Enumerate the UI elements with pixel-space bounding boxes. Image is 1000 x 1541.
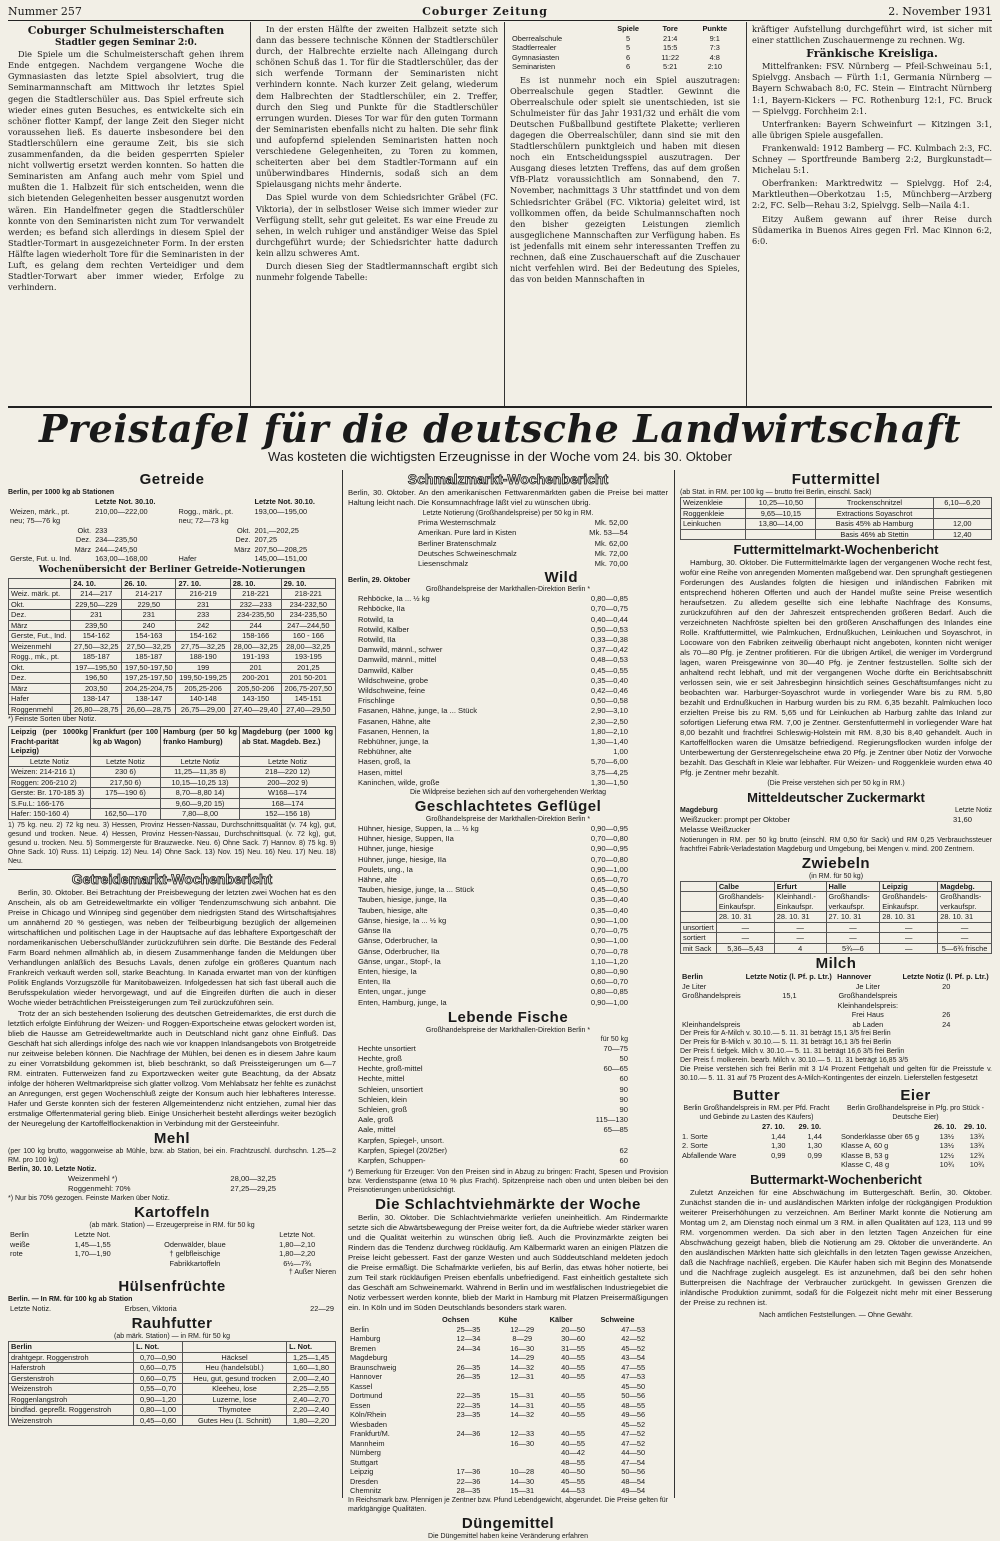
middle-column: Schmalzmarkt-Wochenbericht Berlin, 30. Oktober. An den amerikanischen Fettwarenmärkten gaben die Preise bei matter Haltung leicht nach. Die Konsumnachfrage läßt viel zu wünschen übrig. Letzte Notierung (Großhandelspreise) per 50 kg in RM. Prima Westernschmalz Mk. 52,00 Amerikan. Pure lard in Kisten Mk. 53—54 Berliner Bratenschmalz Mk. 62,00 Deutsches Schweineschmalz Mk. 72,00 Liesenschmalz Mk. 70,00 Berlin, 29. Oktober Wild Großhandelspreise der Markthallen-Direktion Berlin * Rehböcke, Ia ... ½ kg 0,80—0,85 Rehböcke, IIa 0,70—0,75 Rotwild, Ia 0,40—0,44 Rotwild, Kälber 0,50—0,53 Rotwild, IIa 0,33—0,38 Damwild, männl., schwer 0,37—0,42 Damwild, männl., mittel 0,48—0,53 Damwild, Kälber 0,45—0,55 Wildschweine, grobe 0,35—0,40 Wildschweine, feine 0,42—0,46 Frischlinge 0,50—0,58 Fasanen, Hähne, junge, Ia ... Stück 2,90—3,10 Fasanen, Hähne, alte 2,30—2,50 Fasanen, Hennen, Ia 1,80—2,10 Rebhühner, junge, Ia 1,30—1,40 Rebhühner, alte 1,00 Hasen, groß, Ia 5,70—6,00 Hasen, mittel 3,75—4,25 Kaninchen, wilde, große 1,30—1,50 Die Wildpreise beziehen sich auf den vorhergehenden Werktag Geschlachtetes Geflügel Großhandelspreise der Markthallen-Direktion Berlin * Hühner, hiesige, Suppen, Ia ... ½ kg 0,90—0,95 Hühner, hiesige, Suppen, IIa 0,70—0,80 Hühner, junge, hiesige 0,90—0,95 Hühner, junge, hiesige, IIa 0,70—0,80 Poulets, ung., Ia 0,90—1,00 Hähne, alte 0,65—0,70 Tauben, hiesige, junge, Ia ... Stück 0,45—0,50 Tauben, hiesige, junge, IIa 0,35—0,40 Tauben, hiesige, alte 0,35—0,40 Gänse, hiesige, Ia ... ½ kg 0,90—1,00 Gänse IIa 0,70—0,75 Gänse, Oderbrucher, Ia 0,90—1,00 Gänse, Oderbrucher, IIa 0,70—0,78 Gänse, ungar., Stopf-, Ia 1,10—1,20 Enten, hiesige, Ia 0,80—0,90 Enten, IIa 0,60—0,70 Enten, ungar., junge 0,80—0,85 Enten, Hamburg, junge, Ia 0,90—1,00 Lebende Fische Großhandelspreise der Markthallen-Direktion Berlin * für 50 kg Hechte unsortiert 70—75 Hechte, groß 50 Hechte, groß-mittel 60—65 Hechte, mittel 60 Schleien, unsortiert 90 Schleien, klein 90 Schleien, groß 90 Aale, groß 115—130 Aale, mittel 65—85 Karpfen, Spiegel-, unsort. Karpfen, Spiegel (20/25er) 62 Karpfen, Schuppen- 60 *) Bemerkung für Erzeuger: Von den Preisen sind in Abzug zu bringen: Fracht, Spesen und Provision bzw. Verdienstspanne (etwa 10 % plus Fracht). Spitzenpreise nach oben und unten bleiben bei den Preisnotierungen unberücksichtigt. Die Schlachtviehmärkte der Woche Berlin, 30. Oktober. Die Schlachtviehmärkte verliefen uneinheitlich. Am Rindermarkte setzte sich die Abwärtsbewegung der Preise weiter fort, da die Auftriebe wieder stärker waren und die Qualität weiterhin zu wünschen übrig ließ. Auch die Provinzmärkte zeigten bei Rindern das die Tendenz durchweg rückläufig. Am Kälbermarkt waren an einigen Plätzen die Preise leicht gebessert. Fast der ganze Westen und auch Süddeutschland meldeten jedoch die Preise ermäßigt. Die Schafmärkte verliefen, bis auf Berlin, das etwas höher notierte, bei zum Teil stark rückläufigen Preisen ebenfalls unbefriedigend. Fast einheitlich gestaltete sich das Geschäft am Schweinemarkt. Während in Berlin und im westfälischen Industriegebiet die Notiz verbessert werden konnte, blieb der Markt in Hamburg mit Platzen Preisermäßigungen ein. In Köln und im Süden Deutschlands besonders stark waren. Ochsen Kühe Kälber Schweine Berlin 25—35 12—29 20—50 47—53 Hamburg 12—34 8—29 30—60 42—52 Bremen 24—34 16—30 31—55 45—52 Magdeburg 14—29 40—55 43—54 Braunschweig 26—35 14—32 40—55 47—55 Hannover 26—35 12—31 40—55 47—53 Kassel 45—50 Dortmund 22—35 15—31 40—55 50—56 Essen 22—35 14—31 40—55 48—55 Köln/Rhein 23—35 14—32 40—55 49—56 Wiesbaden 45—52 Frankfurt/M. 24—36 12—33 40—55 47—52 Mannheim 16—30 40—55 47—52 Nürnberg 40—42 44—50 Stuttgart 48—55 47—54 Leipzig 17—36 10—28 40—50 50—56 Dresden 22—36 14—30 45—55 48—54 Chemnitz 28—35 15—31 44—53 49—54 In Reichsmark bzw. Pfennigen je Zentner bzw. Pfund Lebendgewicht, abgerundet. Die Preise gelten für marktgängige Qualitäten. Düngemittel Die Düngemittel haben keine Veränderung erfahren [348, 471, 668, 1540]
list-item: Rebhühner, junge, Ia 1,30—1,40 [358, 736, 628, 746]
table-row: Roggenlangstroh 0,90—1,20 Luzerne, lose 2,40—2,70 [9, 1394, 336, 1405]
section-title-duenge: Düngemittel [461, 1514, 555, 1532]
article-paragraph: Durch diesen Sieg der Stadtlermannschaft ergibt sich nunmehr folgende Tabelle: [256, 260, 498, 283]
list-item: Hechte, groß 50 [358, 1054, 628, 1064]
list-item: Hasen, mittel 3,75—4,25 [358, 767, 628, 777]
list-item: Karpfen, Spiegel (20/25er) 62 [358, 1145, 628, 1155]
table-row: Weizenstroh 0,55—0,70 Kleeheu, lose 2,25—2,55 [9, 1384, 336, 1395]
list-item: Tauben, hiesige, junge, IIa 0,35—0,40 [358, 895, 628, 905]
list-item: Gänse IIa 0,70—0,75 [358, 926, 628, 936]
section-title-mehl: Mehl [153, 1129, 191, 1147]
list-item: Berliner Bratenschmalz Mk. 62,00 [418, 538, 628, 548]
table-row: März 244—245,50 März 207,50—208,25 [74, 544, 308, 554]
left-column: Getreide Berlin, per 1000 kg ab Stationen Letzte Not. 30.10. Letzte Not. 30.10. Weizen, märk., pt. 210,00—222,00 Rogg., märk., pt. 193,00—195,00 neu; 75—76 kg neu; 72—73 kg Okt. 233 Okt. 201,—202,25 Dez. 234—235,50 Dez. 207,25 März 244—245,50 März 207,50—208,25 Gerste, Fut. u. Ind. 163,00—168,00 Hafer 145,00—151,00 Wochenübersicht der Berliner Getreide-Notierungen 24. 10. 26. 10. 27. 10. 28. 10. 29. 10. Weiz. märk. pt. 214—217 214-217 216-219 218-221 218-221 Okt. 229,50—229 229,50 231 232—233 234-232,50 Dez. 231 231 233 234-235,50 234-235,50 März 239,50 240 242 244 247—244,50 Gerste, Fut., Ind. 154-162 154-163 154-162 158-166 160 - 166 Weizenmehl 27,50—32,25 27,50—32,25 27,75—32,25 28,00—32,25 28,00—32,25 Rogg., mk., pt. 185-187 185-187 188-190 191-193 193-195 Okt. 197—195,50 197,50-197,50 199 201 201,25 Dez. 196,50 197,25-197,50 199,50-199,25 200-201 201 50-201 März 203,50 204,25-204,75 205,25-206 205,50-206 206,75-207,50 Hafer 138-147 138-147 140-148 143-150 145-151 Roggenmehl 26,80—28,75 26,60—28,75 26,75—29,00 27,40—29,40 27,40—29,50 *) Feinste Sorten über Notiz. Leipzig (per 1000kg Fracht-parität Leipzig) Frankfurt (per 100 kg ab Wagon) Hamburg (per 50 kg franko Hamburg) Magdeburg (per 1000 kg ab Stat. Magdeb. Bez.) Letzte Notiz Letzte Notiz Letzte Notiz Letzte Notiz Weizen: 214-216 1) 230 6) 11,25—11,35 8) 218—220 12) Roggen: 206-210 2) 217,50 6) 10,15—10,25 13) 200—202 9) Gerste: Br. 170-185 3) 175—190 6) 8,70—8,80 14) W168—174 S.Fu.L: 166-176 9,60—9,20 15) 168—174 Hafer: 150-160 4) 162,50—170 7,80—8,00 152—156 18) 1) 75 kg. neu. 2) 72 kg neu. 3) Hessen, Provinz Hessen-Nassau, Durchschnittsqualität (v. 74 kg), gut, gesund und trocken. Neue. 4) Hessen, Provinz Hessen-Nassau, Durchschnittsqual. (v. 72 kg), gut, gesund u. trocken. Neu. 5) Sommergerste für Brauzwecke. Neu. 6) Ohne Sack. 7) Hannov. 8) 75 kg. 9) Ohne Sack. 10) Russ. 11) Leipzig. 12) Neu. 14) Ohne Sack. 13) Nov. 15) Neu. 16) Neu. 17) Neu. 18) Neu. Getreidemarkt-Wochenbericht Berlin, 30. Oktober. Bei Betrachtung der Preisbewegung der letzten zwei Wochen hat es den Anschein, als ob am Getreideweltmarkte ein völliger Tendenzumschwung sich anbahnt. Die Preise in Chicago und Winnipeg sind gegenüber dem niedrigsten Stand des Wirtschaftsjahres um annähernd 20 % gestiegen, was neben der Teilbeurbigung bezüglich der allgemeinen wirtschaftlichen und politischen Lage in der Hauptsache auf das lebhaftere Exportgeschäft der nordamerikanischen Ueberschußländer zurückzuführen sein dürfte. Die Bestände des Federal Farm Board nehmen allmählich ab, in diesem Zusammenhange fanden die Meldungen über Verhandlungen anläßlich des Besuchs Lavals, denen zufolge ein größeres Quantum nach Frankreich verkauft werden soll, starke Beachtung. In Kanada erwartet man von der künftigen Politik Englands Vorzugszölle für Manitobaweizen. Infolgedessen hat sich fast überall auch die Berufsspekulation wieder hervorgewagt, und auf die Eingreifen dürften die auch in dieser Woche wieder beträchtlichen Preissteigerungen zum Teil zurückzuführen sein. Trotz der an sich bestehenden Isolierung des deutschen Getreidemarktes, die erst durch die letztlich erfolgte Einführung der Weizen- und Roggen-Exportscheine etwas gelockert worden ist, blieb die Hausse am Getreideweltmarkte auch in Deutschland nicht ganz ohne Einfluß. Das Geschäft hat sich allerdings infolge des nach wie vor knappen Inlandsangebots von Brotgetreide nur zeitweise beleben können. Die Nachfrage der Mühlen, bei denen es in diesem Jahre kaum zu einer Vorratsbildung gekommen ist, blieb beschränkt, so daß Preissteigerungen um 6—7 RM. eintraten. Futterweizen fand zu Exportzwecken weiter gute Beachtung, da der Absatz infolge der höheren Weltmarktpreise sich glatter vollzog. Vom Mehlabsatz her fehlte es zunächst an Anregungen, erst gegen Wochenschluß zeigte der Konsum auch hier lebhafteres Interesse. Hafer und Gerste konnten sich der festeren Allgemeintendenz nicht entziehen, zumal hier das erstmalige Offertenmaterial gering blieb. Einige Unsicherheit besteht allerdings weiter bezüglich der Neuregelung der Kartoffelflockenaktion in Verbindung mit der Gersteeinfuhr. Mehl (per 100 kg brutto, waggonweise ab Mühle, bzw. ab Station, bei ein. Frachtzuschl. durchschn. 1.25—2 RM. pro 100 kg) Berlin, 30. 10. Letzte Notiz. Weizenmehl *) 28,00—32,25 Roggenmehl: 70% 27,25—29,25 *) Nur bis 70% gezogen. Feinste Marken über Notiz. Kartoffeln (ab märk. Station) — Erzeugerpreise in RM. für 50 kg Berlin Letzte Not. Letzte Not. weiße 1,45—1,55 Odenwälder, blaue 1,80—2,10 rote 1,70—1,90 † gelbfleischige 1,80—2,20 Fabrikkartoffeln 6½—7¾ † Außer Nieren Hülsenfrüchte Berlin. — In RM. für 100 kg ab Station Letzte Notiz. Erbsen, Viktoria 22—29 Rauhfutter (ab märk. Station) — in RM. für 50 kg Berlin L. Not. L. Not. drahtgepr. Roggenstroh 0,70—0,90 Häcksel 1,25—1,45 Haferstroh 0,60—0,75 Heu (handelsübl.) 1,60—1,80 Gerstenstroh 0,60—0,75 Heu, gut, gesund trocken 2,00—2,40 Weizenstroh 0,55—0,70 Kleeheu, lose 2,25—2,55 Roggenlangstroh 0,90—1,20 Luzerne, lose 2,40—2,70 bindfad. gepreßt. Roggenstroh 0,80—1,00 Thymotee 2,20—2,40 Weizenstroh 0,45—0,60 Gutes Heu (1. Schnitt) 1,80—2,20 [8, 471, 336, 1425]
list-item: Der Preis für A-Milch v. 30.10.— 5. 11. 31 beträgt 15,1 3/5 frei Berlin [680, 1030, 891, 1038]
table-row: Haferstroh 0,60—0,75 Heu (handelsübl.) 1,60—1,80 [9, 1363, 336, 1374]
table-row: Gerste: Br. 170-185 3) 175—190 6) 8,70—8,80 14) W168—174 [9, 788, 336, 799]
table-row: Weizenkleie 10,25—10,50 Trockenschnitzel 6,10—6,20 [681, 498, 992, 509]
section-title-eier: Eier [900, 1087, 931, 1105]
article-paragraph: Die Spiele um die Schulmeisterschaft gehen ihrem Ende entgegen. Nachdem vergangene Woche die Gymnasiasten das letzte Spiel absolviert, trug die Seminarmannschaft am Mittwoch ihr letztes Spiel gegen die Stadtlerschüler aus. Das Spiel erfreute sich wieder eines guten Besuches, es entwickelte sich ein schöner flotter Kampf, der lange Zeit den Sieger nicht voraussehen ließ. Es dauerte insbesondere bei den Stadtlerschülern eine geraume Zeit, bis sie sich zusammenfanden, da die beiden gesperrten Spieler nicht vollwertig ersetzt werden konnten. So hatten die Seminaristen am Anfang auch mehr vom Spiel und mußten die 1. Halbzeit für sich entscheiden, wenn die sich bietenden Gelegenheiten besser ausgenutzt worden wären. Ein Handelfmeter gegen die Stadtlerschüler konnte von den Seminaristen nicht zum Tor verwandelt werden; es befand sich allerdings in diesem Spiel der Stadtler-Tormart in ausgezeichneter Form. In der ersten Hälfte lagen wiederholt Tore für die Seminaristen in der Luft, es gelang dem rechten Verteidiger und dem Stadtler-Torwart aber immer wieder, Erfolge zu verhindern. [8, 49, 244, 293]
list-item: Wildschweine, grobe 0,35—0,40 [358, 675, 628, 685]
table-row: Kleinhandelspreis ab Laden 24 [682, 1019, 951, 1029]
list-item: Fasanen, Hähne, alte 2,30—2,50 [358, 716, 628, 726]
price-banner [8, 408, 992, 464]
table-row: Okt. 233 Okt. 201,—202,25 [77, 525, 299, 535]
list-item: Gänse, hiesige, Ia ... ½ kg 0,90—1,00 [358, 915, 628, 925]
table-row: Bremen 24—34 16—30 31—55 45—52 [350, 1343, 646, 1353]
list-item: Rotwild, IIa 0,33—0,38 [358, 634, 628, 644]
table-row: Großhandelspreis 15,1 Großhandelspreis [682, 991, 898, 1001]
list-item: Enten, ungar., junge 0,80—0,85 [358, 987, 628, 997]
list-item: Poulets, ung., Ia 0,90—1,00 [358, 864, 628, 874]
list-item: Amerikan. Pure lard in Kisten Mk. 53—54 [418, 528, 628, 538]
table-row: Letzte Notiz. Erbsen, Viktoria 22—29 [10, 1304, 334, 1314]
table-row: Okt. 229,50—229 229,50 231 232—233 234-232,50 [9, 599, 336, 610]
table-row: Nürnberg 40—42 44—50 [350, 1448, 646, 1458]
section-title-futtermittel: Futtermittel [791, 471, 881, 488]
list-item: Rehböcke, Ia ... ½ kg 0,80—0,85 [358, 594, 628, 604]
section-title-butter: Butter [732, 1087, 781, 1105]
list-item: Aale, mittel 65—85 [358, 1125, 628, 1135]
list-item: Aale, groß 115—130 [358, 1115, 628, 1125]
table-row: Weiz. märk. pt. 214—217 214-217 216-219 218-221 218-221 [9, 589, 336, 600]
table-row: drahtgepr. Roggenstroh 0,70—0,90 Häcksel 1,25—1,45 [9, 1352, 336, 1363]
milch-table: Berlin Letzte Notiz (l. Pf. p. Ltr.) Hannover Letzte Notiz (l. Pf. p. Ltr.) Je Liter Je Liter 20 Großhandelspreis 15,1 Großhandelspreis Kleinhandelspreis: Frei Haus 26 Kleinhandelspreis ab Laden 24 [680, 972, 992, 1029]
table-row: Gymnasiasten 6 11:22 4:8 [512, 52, 720, 62]
section-title-huelsen: Hülsenfrüchte [118, 1278, 226, 1296]
article-paragraph: Mittelfranken: FSV. Nürnberg — Pfeil-Schweinau 5:1, Spielvgg. Ansbach — Fürth 1:1, Germania Nürnberg — Bayern Schwabach 8:0, FC. Stein — Eintracht Nürnberg 1:1, Bayern-Kickers — FC. Rothenburg 12:1, FC. Bruck — Spielvgg. Forchheim 2:1. [752, 61, 992, 116]
list-item: Enten, hiesige, Ia 0,80—0,90 [358, 966, 628, 976]
issue-date: 2. November 1931 [888, 4, 992, 18]
list-item: Gänse, Oderbrucher, Ia 0,90—1,00 [358, 936, 628, 946]
table-row: Frei Haus 26 [851, 1010, 951, 1020]
table-row: Kleinhandelspreis: [837, 1000, 899, 1010]
table-row: Je Liter Je Liter 20 [682, 981, 951, 991]
list-item: Der Preis für B-Milch v. 30.10.— 5. 11. 31 beträgt 16,1 3/5 frei Berlin [680, 1039, 892, 1047]
table-row: unsortiert — — — — — [681, 922, 992, 933]
page-number: Nummer 257 [8, 4, 82, 18]
table-row: Magdeburg 14—29 40—55 43—54 [350, 1353, 646, 1363]
kartoffeln-table [8, 1230, 336, 1268]
list-item: Rehböcke, IIa 0,70—0,75 [358, 604, 628, 614]
table-row: Gerste, Fut., Ind. 154-162 154-163 154-162 158-166 160 - 166 [9, 631, 336, 642]
table-row: mit Sack 5,36—5,43 4 5¾—6 — 5—6¾ frische [681, 943, 992, 954]
table-row: Frankfurt/M. 24—36 12—33 40—55 47—52 [350, 1429, 646, 1439]
table-row: Weizenstroh 0,45—0,60 Gutes Heu (1. Schnitt) 1,80—2,20 [9, 1415, 336, 1426]
list-item: Tauben, hiesige, alte 0,35—0,40 [358, 905, 628, 915]
top-col-4 [752, 24, 992, 404]
section-title-rauhfutter: Rauhfutter [131, 1314, 213, 1332]
list-item: Hühner, hiesige, Suppen, IIa 0,70—0,80 [358, 834, 628, 844]
table-row: März 239,50 240 242 244 247—244,50 [9, 620, 336, 631]
table-row: Oberrealschule 5 21:4 9:1 [512, 33, 720, 43]
article-paragraph: Frankenwald: 1912 Bamberg — FC. Kulmbach 2:3, FC. Schney — Sportfreunde Bamberg 2:2, Burgkunstadt—Michelau 5:1. [752, 142, 992, 176]
table-row: rote 1,70—1,90 † gelbfleischige 1,80—2,20 [10, 1249, 316, 1259]
list-item: Roggenmehl: 70% 27,25—29,25 [68, 1184, 276, 1194]
table-row: Chemnitz 28—35 15—31 44—53 49—54 [350, 1486, 646, 1496]
list-item: Hechte, mittel 60 [358, 1074, 628, 1084]
list-item: Gänse, ungar., Stopf-, Ia 1,10—1,20 [358, 956, 628, 966]
section-title-buttermarkt: Buttermarkt-Wochenbericht [750, 1171, 922, 1187]
table-row: Leinkuchen 13,80—14,00 Basis 45% ab Hamburg 12,00 [681, 519, 992, 530]
list-item: Rebhühner, alte 1,00 [358, 747, 628, 757]
list-item: Hühner, hiesige, Suppen, Ia ... ½ kg 0,90—0,95 [358, 824, 628, 834]
table-row: Roggenmehl 26,80—28,75 26,60—28,75 26,75—29,00 27,40—29,40 27,40—29,50 [9, 704, 336, 715]
article-paragraph: Eitzy Außem gewann auf ihrer Reise durch Südamerika in Buenos Aires gegen Frl. Mac Kinnon 6:2, 6:0. [752, 213, 992, 246]
newspaper-title: Coburger Zeitung [422, 4, 548, 18]
list-item: Hechte unsortiert 70—75 [358, 1043, 628, 1053]
list-item: Enten, Hamburg, junge, Ia 0,90—1,00 [358, 997, 628, 1007]
weekly-table: 24. 10. 26. 10. 27. 10. 28. 10. 29. 10. Weiz. märk. pt. 214—217 214-217 216-219 218-221 218-221 Okt. 229,50—229 229,50 231 232—233 234-232,50 Dez. 231 231 233 234-235,50 234-235,50 März 239,50 240 242 244 247—244,50 Gerste, Fut., Ind. 154-162 154-163 154-162 158-166 160 - 166 Weizenmehl 27,50—32,25 27,50—32,25 27,75—32,25 28,00—32,25 28,00—32,25 Rogg., mk., pt. 185-187 185-187 188-190 191-193 193-195 Okt. 197—195,50 197,50-197,50 199 201 201,25 Dez. 196,50 197,25-197,50 199,50-199,25 200-201 201 50-201 März 203,50 204,25-204,75 205,25-206 205,50-206 206,75-207,50 Hafer 138-147 138-147 140-148 143-150 145-151 Roggenmehl 26,80—28,75 26,60—28,75 26,75—29,00 27,40—29,40 27,40—29,50 [8, 578, 336, 716]
page-header [8, 2, 992, 21]
section-title-getreide: Getreide [139, 471, 205, 488]
section-title-schmalz: Schmalzmarkt-Wochenbericht [407, 471, 609, 487]
article-paragraph: Oberfranken: Marktredwitz — Spielvgg. Hof 2:4, Marktleuthen—Oberkotzau 1:5, Münchberg—Arzberg 2:2, FC. Selb—Rehau 3:2, Spielvgg. Selb—Naila 4:1. [752, 178, 992, 211]
article-paragraph: In der ersten Hälfte der zweiten Halbzeit setzte sich dann das bessere technische Können der Stadtlerschüler durch, der Halbrechte erzielte nach Alleingang durch schönen Schuß das 1. Tor für die Stadtlerschüler, das der sich werfende Tormann der Seminaristen nicht verhindern konnte. Nach kurzer Zeit gelang, wiederum dem Halbrechten der Stadtlerschüler, ein 2. Treffer, durch den Sieg und Punkte für die Stadtlerschüler errungen wurden. Dieses Tor war für den guten Tormann der Seminaristen ebenfalls nicht zu halten. Die sehr flink und aufopfernd spielenden Seminaristen hatten noch verschiedene Gelegenheiten, zu Toren zu kommen, scheiterten aber bei dem Stadtler-Tormann auf ein unüberwindbares Hindernis, sodaß sich an dem Spielausgang nichts mehr änderte. [256, 24, 498, 190]
table-row: Dortmund 22—35 15—31 40—55 50—56 [350, 1391, 646, 1401]
banner-title: Preistafel für die deutsche Landwirtschaft [38, 406, 962, 451]
table-row: Abfallende Ware 0,99 0,99 [682, 1150, 822, 1160]
section-title: Fränkische Kreisliga. [806, 47, 938, 61]
table-row: Sonderklasse über 65 g 13½ 13¾ [841, 1131, 985, 1141]
table-row: Fabrikkartoffeln 6½—7¾ [169, 1258, 312, 1268]
list-item: Schleien, klein 90 [358, 1094, 628, 1104]
list-item: Enten, IIa 0,60—0,70 [358, 977, 628, 987]
list-item: Fasanen, Hennen, Ia 1,80—2,10 [358, 726, 628, 736]
right-column: Futtermittel (ab Stat. in RM. per 100 kg — brutto frei Berlin, einschl. Sack) Weizenkleie 10,25—10,50 Trockenschnitzel 6,10—6,20 Roggenkleie 9,65—10,15 Extractions Soyaschrot Leinkuchen 13,80—14,00 Basis 45% ab Hamburg 12,00 Basis 46% ab Stettin 12,40 Futtermittelmarkt-Wochenbericht Hamburg, 30. Oktober. Die Futtermittelmärkte lagen der vergangenen Woche recht fest, wofür eine Reihe von anregenden Momenten maßgebend war. Den sprunghaft gestiegenen Forderungen des Auslandes folgten die hiesigen und inländischen Fabriken mit entsprechend höheren Offerten und auch der Handel mußte seine Preise wesentlich heraufsetzen. Zu alledem gesellte sich eine lebhafte Nachfrage des Konsums, zurückzuführen auf den der Jahreszeit entsprechenden größeren Bedarf. Auch die verzeichneten Nachfröste spielten bei den größeren Anschaffungen des Inlandes eine Rolle. Kraftfuttermittel, wie Palmkuchen, Erdnußkuchen, Leinkuchen und Soyaschrot, in Locoware von den Fabriken zeitweilig überhaupt nicht angeboten, konnten nicht weniger als 70—80 Pfg. je Zentner profitieren. Für die übrigen Artikel, die weniger im Vordergrund lagen, waren Preisgewinne von 30—40 Pfg. je Zentner festzustellen. Sollte sich der anhaltend recht lebhaft, und mit der vergangenen Woche dürfte ein Berichtsabschnitt verlossen sein, wie er seit Jahresbeginn hinsichtlich seines Geschäftsumfanges nicht zu beobachten war. Harburger-Soyaschrot wurde in vorliegender Ware bis zu RM. 5,80 bezahlt und Erdnußkuchen in Harburg wurden bis zu RM. 6,35 bezahlt. Palmkuchen loco erzielten Preise bis zu RM. 5,65 und für Leinkuchen ab Harburg zahlte das Inland zur sofortigen Lieferung etwa RM. 7,00 je Zentner. Gerstenfuttermehl in vorliegender Ware hat 8,00 bezahlt und frachtfrei Schleswig-Holstein mit RM. 8,30 bis 8,40 gehandelt. Auch in Kartoffelflocken waren die Umsätze befriedigend. Regierungsflocken wurden infolge der Unterbewertung der Gerstenregelscheine etwa 20 Pfg. je Zentner über Notiz der Vorwoche bezahlt. Das Geschäft in Kleie war lebhafter. Für Weizen- und Roggenkleie wurden etwa 40 Pfg. je Zentner mehr bezahlt. (Die Preise verstehen sich per 50 kg in RM.) Mitteldeutscher Zuckermarkt Magdeburg Letzte Notiz Weißzucker: prompt per Oktober 31,60 Melasse Weißzucker Notierungen in RM. per 50 kg brutto (einschl. RM 0,50 für Sack) und RM 0,25 Verbrauchssteuer frachtfrei Fabrik-Verladestation Magdeburg und Umgebung, bei Mengen v. mind. 200 Zentnern. Zwiebeln (in RM. für 50 kg) Calbe Erfurt Halle Leipzig Magdebg. Großhandels-Einkaufspr. Kleinhandl.-Einkaufspr. Großhandls-verkaufspr. Großhandels-Einkaufspr. Großhandls-verkaufspr. 28. 10. 31 28. 10. 31 27. 10. 31 28. 10. 31 28. 10. 31 unsortiert — — — — — sortiert — — — — — mit Sack 5,36—5,43 4 5¾—6 — 5—6¾ frische Milch Berlin Letzte Notiz (l. Pf. p. Ltr.) Hannover Letzte Notiz (l. Pf. p. Ltr.) Je Liter Je Liter 20 Großhandelspreis 15,1 Großhandelspreis Kleinhandelspreis: Frei Haus 26 Kleinhandelspreis ab Laden 24 Der Preis für A-Milch v. 30.10.— 5. 11. 31 beträgt 15,1 3/5 frei Berlin Der Preis für B-Milch v. 30.10.— 5. 11. 31 beträgt 16,1 3/5 frei Berlin Der Preis f. tiefgek. Milch v. 30.10.— 5. 11. 31 beträgt 16,6 3/5 frei Berlin Der Preis f. molkerein. bearb. Milch v. 30.10.— 5. 11. 31 beträgt 16,85 3/5 Die Preise verstehen sich frei Berlin mit 3 1/4 Prozent Fettgehalt und gelten für die Preisstufe v. 30.10.— 5. 11. 31 auf 75 Prozent des A-Milch-Kontingentes der einzeln. Lieferstellen festgesetzt Butter Berlin Großhandelspreis in RM. per Pfd. Fracht und Gebinde zu Lasten des Käufers) 27. 10. 29. 10. 1. Sorte 1,44 1,44 2. Sorte 1,30 1,30 Abfallende Ware 0,99 0,99 Eier Berlin Großhandelspreise in Pfg. pro Stück - Deutsche Eier) 26. 10. 29. 10. Sonderklasse über 65 g 13½ 13¾ Klasse A, 60 g 13½ 13¾ Klasse B, 53 g 12½ 12¾ Klasse C, 48 g 10¾ 10¾ Buttermarkt-Wochenbericht Zuletzt Anzeichen für eine Abschwächung im Buttergeschäft. Berlin, 30. Oktober. Zunächst standen die in- und ausländischen Märkten infolge der rückgängigen Produktion weiterer Preiserhöhungen zu verzeichnen. Am Berliner Markt konnte die Notierung am Montag um 2, am Dienstag noch einmal um 3 RM. in allen Qualitäten auf 123, 113 und 99 RM. vorgenommen werden. Da sich aber in den letzten Tagen Anzeichen für eine Abschwächung gezeigt haben, blieb die Notierung am 29. Oktober die unveränderte. An den ausländischen Märkten hatte sich gleichfalls in den letzten Tagen gewisse Anzeichen, daß die Nachfrage nachließ, ergeben. Die Käufer haben sich mit Beginn des Monatsende und die Nachfrage zugleich ausgelegt. Es ist anzunehmen, daß bei den sehr hohen Butterpreisen die Nachfrage der Verbraucher zurückgeht. In gewissen Grenzen die inländische Produktion zunimmt, sodaß für die Folgezeit nicht mehr mit einer Besserung der Preise zu rechnen ist. Nach amtlichen Feststellungen. — Ohne Gewähr. [680, 471, 992, 1320]
list-item: Damwild, männl., schwer 0,37—0,42 [358, 645, 628, 655]
table-row: Klasse C, 48 g 10¾ 10¾ [841, 1160, 985, 1170]
table-row: weiße 1,45—1,55 Odenwälder, blaue 1,80—2,10 [10, 1239, 316, 1249]
section-title-gefluegel: Geschlachtetes Geflügel [414, 797, 602, 815]
table-row: Roggenkleie 9,65—10,15 Extractions Soyaschrot [681, 508, 992, 519]
table-row: Stadtlerrealer 5 15:5 7:3 [512, 43, 720, 52]
table-row: 1. Sorte 1,44 1,44 [682, 1131, 822, 1141]
table-row: Berlin 25—35 12—29 20—50 47—53 [350, 1324, 646, 1334]
section-title-schlachtvieh: Die Schlachtviehmärkte der Woche [375, 1196, 641, 1214]
table-row: Stuttgart 48—55 47—54 [350, 1457, 646, 1467]
table-row: Leipzig 17—36 10—28 40—50 50—56 [350, 1467, 646, 1477]
section-title-wild: Wild [544, 569, 578, 587]
table-row: Rogg., mk., pt. 185-187 185-187 188-190 191-193 193-195 [9, 652, 336, 663]
zwiebeln-table: Calbe Erfurt Halle Leipzig Magdebg. Großhandels-Einkaufspr. Kleinhandl.-Einkaufspr. Großhandls-verkaufspr. Großhandels-Einkaufspr. Großhandls-verkaufspr. 28. 10. 31 28. 10. 31 27. 10. 31 28. 10. 31 28. 10. 31 unsortiert — — — — — sortiert — — — — — mit Sack 5,36—5,43 4 5¾—6 — 5—6¾ frische [680, 881, 992, 955]
list-item: Rotwild, Kälber 0,50—0,53 [358, 624, 628, 634]
article-subtitle: Stadtler gegen Seminar 2:0. [54, 38, 198, 49]
section-title-fische: Lebende Fische [447, 1008, 569, 1026]
list-item: Frischlinge 0,50—0,58 [358, 696, 628, 706]
list-item: Melasse Weißzucker [680, 825, 751, 835]
article-paragraph: Es ist nunmehr noch ein Spiel auszutragen: Oberrealschule gegen Stadtler. Gewinnt die Oberrealschule oder spielt sie unentschieden, ist sie Schulmeister für das Jahr 1931/32 und erhält die vom Deutschen Fußballbund gestiftete Plakette; verlieren dagegen die Oberrealschüler, dann sind sie mit den Stadtlerschülern punktgleich und haben mit diesen noch ein Entscheidungsspiel auszutragen. Der Ausgang dieses letzten Treffens, das auf dem großen VfB-Platz voraussichtlich am Sonnabend, den 7. November, nachmittags 3 Uhr stattfindet und von dem Schiedsrichter Gräbel (FC. Viktoria) geleitet wird, ist vollkommen offen, da beide Schulmannschaften noch den bisher gezeigten Leistungen ziemlich ausgeglichene Mannschaften zur Verfügung haben. Es ist jedenfalls mit einem sehr interessanten Treffen zu rechnen, daß eine Zuschauerschaft auf die Zuschauer nicht verfehlen wird. Bei der Bedeutung des Spieles, das von beiden Mannschaften in [510, 74, 740, 285]
list-item: Deutsches Schweineschmalz Mk. 72,00 [418, 548, 628, 558]
list-item: Tauben, hiesige, junge, Ia ... Stück 0,45—0,50 [358, 885, 628, 895]
list-item: Gänse, Oderbrucher, IIa 0,70—0,78 [358, 946, 628, 956]
list-item: Weizenmehl *) 28,00—32,25 [68, 1173, 276, 1183]
list-item: Kaninchen, wilde, große 1,30—1,50 [358, 777, 628, 787]
section-title-zucker: Mitteldeutscher Zuckermarkt [747, 790, 925, 806]
list-item: Liesenschmalz Mk. 70,00 [418, 558, 628, 568]
schlachtvieh-table: Ochsen Kühe Kälber Schweine Berlin 25—35 12—29 20—50 47—53 Hamburg 12—34 8—29 30—60 42—52 Bremen 24—34 16—30 31—55 45—52 Magdeburg 14—29 40—55 43—54 Braunschweig 26—35 14—32 40—55 47—55 Hannover 26—35 12—31 40—55 47—53 Kassel 45—50 Dortmund 22—35 15—31 40—55 50—56 Essen 22—35 14—31 40—55 48—55 Köln/Rhein 23—35 14—32 40—55 49—56 Wiesbaden 45—52 Frankfurt/M. 24—36 12—33 40—55 47—52 Mannheim 16—30 40—55 47—52 Nürnberg 40—42 44—50 Stuttgart 48—55 47—54 Leipzig 17—36 10—28 40—50 50—56 Dresden 22—36 14—30 45—55 48—54 Chemnitz 28—35 15—31 44—53 49—54 [348, 1315, 668, 1496]
list-item: Hasen, groß, Ia 5,70—6,00 [358, 757, 628, 767]
table-row: Dez. 196,50 197,25-197,50 199,50-199,25 200-201 201 50-201 [9, 673, 336, 684]
list-item: Schleien, unsortiert 90 [358, 1084, 628, 1094]
banner-subtitle: Was kosteten die wichtigsten Erzeugnisse in der Woche vom 24. bis 30. Oktober [268, 449, 732, 464]
list-item: Fasanen, Hähne, junge, Ia ... Stück 2,90—3,10 [358, 706, 628, 716]
article-paragraph: Unterfranken: Bayern Schweinfurt — Kitzingen 3:1, alle übrigen Spiele ausgefallen. [752, 118, 992, 140]
table-row: Berlin Letzte Not. Letzte Not. [10, 1230, 316, 1240]
list-item: Damwild, Kälber 0,45—0,55 [358, 665, 628, 675]
table-row: 2. Sorte 1,30 1,30 [682, 1141, 822, 1151]
table-row: Weizenmehl 27,50—32,25 27,50—32,25 27,75—32,25 28,00—32,25 28,00—32,25 [9, 641, 336, 652]
top-col-1 [8, 24, 244, 404]
list-item: Hechte, groß-mittel 60—65 [358, 1064, 628, 1074]
list-item: Schleien, groß 90 [358, 1105, 628, 1115]
section-title-kartoffeln: Kartoffeln [134, 1204, 210, 1222]
table-row: Essen 22—35 14—31 40—55 48—55 [350, 1400, 646, 1410]
table-row: Gerste, Fut. u. Ind. 163,00—168,00 Hafer 145,00—151,00 [10, 554, 308, 564]
top-col-2 [256, 24, 498, 404]
table-row: Dresden 22—36 14—30 45—55 48—54 [350, 1476, 646, 1486]
article-title: Coburger Schulmeisterschaften [27, 24, 225, 37]
table-row: Braunschweig 26—35 14—32 40—55 47—55 [350, 1362, 646, 1372]
list-item: Karpfen, Schuppen- 60 [358, 1156, 628, 1166]
table-row: Klasse A, 60 g 13½ 13¾ [841, 1141, 985, 1151]
weekly-title: Wochenübersicht der Berliner Getreide-Notierungen [38, 564, 306, 575]
table-row: Hannover 26—35 12—31 40—55 47—53 [350, 1372, 646, 1382]
standings-table: Spiele Tore Punkte Oberrealschule 5 21:4 9:1 Stadtlerrealer 5 15:5 7:3 Gymnasiasten 6 11:22 4:8 Seminaristen 6 5:21 2:10 [510, 24, 740, 72]
table-row: Weizen, märk., pt. 210,00—222,00 Rogg., märk., pt. 193,00—195,00 [10, 506, 308, 516]
table-row: Hamburg 12—34 8—29 30—60 42—52 [350, 1334, 646, 1344]
section-title-milch: Milch [815, 955, 857, 973]
top-col-3 [510, 24, 740, 404]
rauhfutter-table: Berlin L. Not. L. Not. drahtgepr. Roggenstroh 0,70—0,90 Häcksel 1,25—1,45 Haferstroh 0,60—0,75 Heu (handelsübl.) 1,60—1,80 Gerstenstroh 0,60—0,75 Heu, gut, gesund trocken 2,00—2,40 Weizenstroh 0,55—0,70 Kleeheu, lose 2,25—2,55 Roggenlangstroh 0,90—1,20 Luzerne, lose 2,40—2,70 bindfad. gepreßt. Roggenstroh 0,80—1,00 Thymotee 2,20—2,40 Weizenstroh 0,45—0,60 Gutes Heu (1. Schnitt) 1,80—2,20 [8, 1341, 336, 1426]
huelsen-table [8, 1304, 336, 1314]
list-item: Rotwild, Ia 0,40—0,44 [358, 614, 628, 624]
table-row: März 203,50 204,25-204,75 205,25-206 205,50-206 206,75-207,50 [9, 683, 336, 694]
table-row: Kassel 45—50 [350, 1381, 646, 1391]
table-row: S.Fu.L: 166-176 9,60—9,20 15) 168—174 [9, 798, 336, 809]
table-row: Okt. 197—195,50 197,50-197,50 199 201 201,25 [9, 662, 336, 673]
table-row: Weizen: 214-216 1) 230 6) 11,25—11,35 8) 218—220 12) [9, 767, 336, 778]
list-item: Weißzucker: prompt per Oktober 31,60 [680, 815, 972, 825]
table-row: Hafer: 150-160 4) 162,50—170 7,80—8,00 152—156 18) [9, 809, 336, 820]
table-row: Dez. 231 231 233 234-235,50 234-235,50 [9, 610, 336, 621]
list-item: Damwild, männl., mittel 0,48—0,53 [358, 655, 628, 665]
table-row: Wiesbaden 45—52 [350, 1419, 646, 1429]
list-item: Der Preis f. molkerein. bearb. Milch v. 30.10.— 5. 11. 31 beträgt 16,85 3/5 [680, 1057, 909, 1065]
table-row: Klasse B, 53 g 12½ 12¾ [841, 1150, 985, 1160]
list-item: Karpfen, Spiegel-, unsort. [358, 1135, 445, 1145]
list-item: Der Preis f. tiefgek. Milch v. 30.10.— 5. 11. 31 beträgt 16,6 3/5 frei Berlin [680, 1048, 905, 1056]
article-paragraph: Das Spiel wurde von dem Schiedsrichter Gräbel (FC. Viktoria), der in selbstloser Weise sich immer wieder zur Verfügung stellt, sehr gut geleitet. Es war eine Freude zu sehen, in welch ruhiger und anständiger Weise das Spiel durchgeführt wurde; der Schiedsrichter hatte dadurch kein allzu schweres Amt. [256, 192, 498, 258]
markets-table: Leipzig (per 1000kg Fracht-parität Leipzig) Frankfurt (per 100 kg ab Wagon) Hamburg (per 50 kg franko Hamburg) Magdeburg (per 1000 kg ab Stat. Magdeb. Bez.) Letzte Notiz Letzte Notiz Letzte Notiz Letzte Notiz Weizen: 214-216 1) 230 6) 11,25—11,35 8) 218—220 12) Roggen: 206-210 2) 217,50 6) 10,15—10,25 13) 200—202 9) Gerste: Br. 170-185 3) 175—190 6) 8,70—8,80 14) W168—174 S.Fu.L: 166-176 9,60—9,20 15) 168—174 Hafer: 150-160 4) 162,50—170 7,80—8,00 152—156 18) [8, 726, 336, 820]
list-item: Hühner, junge, hiesige 0,90—0,95 [358, 844, 628, 854]
table-row: neu; 75—76 kg neu; 72—73 kg [10, 516, 229, 526]
section-title-futterbericht: Futtermittelmarkt-Wochenbericht [733, 542, 939, 558]
section-title-getreidemarkt: Getreidemarkt-Wochenbericht [71, 870, 273, 887]
article-paragraph: kräftiger Aufstellung durchgeführt wird, ist sicher mit einer stattlichen Zuschauermenge zu rechnen. Wg. [752, 24, 992, 46]
list-item: Hähne, alte 0,65—0,70 [358, 875, 628, 885]
table-row: Basis 46% ab Stettin 12,40 [681, 529, 992, 540]
table-row: bindfad. gepreßt. Roggenstroh 0,80—1,00 Thymotee 2,20—2,40 [9, 1405, 336, 1416]
table-row: Dez. 234—235,50 Dez. 207,25 [75, 535, 278, 545]
table-row: Hafer 138-147 138-147 140-148 143-150 145-151 [9, 694, 336, 705]
futtermittel-table [680, 497, 992, 540]
list-item: Prima Westernschmalz Mk. 52,00 [418, 518, 628, 528]
eier-table: 26. 10. 29. 10. Sonderklasse über 65 g 13½ 13¾ Klasse A, 60 g 13½ 13¾ Klasse B, 53 g 12½ 12¾ Klasse C, 48 g 10¾ 10¾ [839, 1122, 992, 1170]
table-row: Seminaristen 6 5:21 2:10 [512, 62, 722, 71]
table-row: Gerstenstroh 0,60—0,75 Heu, gut, gesund trocken 2,00—2,40 [9, 1373, 336, 1384]
list-item: Wildschweine, feine 0,42—0,46 [358, 685, 628, 695]
table-row: sortiert — — — — — [681, 933, 992, 944]
section-title-zwiebeln: Zwiebeln [801, 854, 871, 872]
getreide-table: Letzte Not. 30.10. Letzte Not. 30.10. Weizen, märk., pt. 210,00—222,00 Rogg., märk., pt. 193,00—195,00 neu; 75—76 kg neu; 72—73 kg Okt. 233 Okt. 201,—202,25 Dez. 234—235,50 Dez. 207,25 März 244—245,50 März 207,50—208,25 Gerste, Fut. u. Ind. 163,00—168,00 Hafer 145,00—151,00 [8, 497, 336, 564]
list-item: Die Preise verstehen sich frei Berlin mit 3 1/4 Prozent Fettgehalt und gelten für die Preisstufe v. 30.10.— 5. 11. 31 auf 75 Prozent des A-Milch-Kontingentes der einzeln. Lieferstellen festgesetzt [680, 1066, 992, 1083]
table-row: Mannheim 16—30 40—55 47—52 [350, 1438, 646, 1448]
table-row: Köln/Rhein 23—35 14—32 40—55 49—56 [350, 1410, 646, 1420]
butter-table: 27. 10. 29. 10. 1. Sorte 1,44 1,44 2. Sorte 1,30 1,30 Abfallende Ware 0,99 0,99 [680, 1122, 833, 1160]
list-item: Hühner, junge, hiesige, IIa 0,70—0,80 [358, 854, 628, 864]
table-row: Roggen: 206-210 2) 217,50 6) 10,15—10,25 13) 200—202 9) [9, 777, 336, 788]
